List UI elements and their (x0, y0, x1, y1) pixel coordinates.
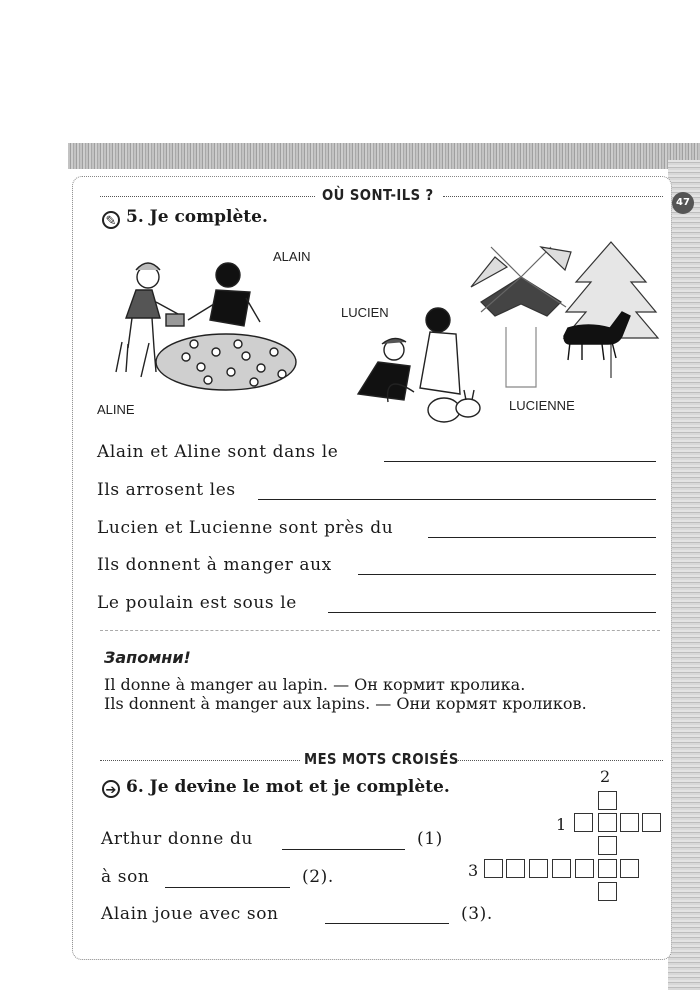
crossword-number: 2 (600, 767, 611, 786)
section-divider (443, 196, 663, 197)
answer-blank[interactable] (282, 849, 405, 850)
page-number: 47 (672, 192, 694, 214)
remember-divider (100, 630, 660, 641)
crossword-grid (470, 765, 670, 915)
label-lucien: LUCIEN (341, 305, 389, 320)
crossword-cell[interactable] (620, 859, 639, 878)
crossword-number: 1 (556, 815, 567, 834)
fir-tree (564, 242, 658, 378)
label-aline: ALINE (97, 402, 135, 417)
remember-line: Ils donnent à manger aux lapins. — Они кормят кроликов. (104, 694, 587, 713)
sentence: à son (101, 867, 150, 887)
section-title: MES MOTS CROISÉS (304, 750, 459, 768)
label-alain: ALAIN (273, 249, 311, 264)
answer-blank[interactable] (165, 887, 290, 888)
kids-scene (358, 308, 480, 422)
answer-blank[interactable] (328, 612, 656, 613)
crossword-cell[interactable] (598, 813, 617, 832)
garden-scene (116, 263, 296, 390)
section-title: OÙ SONT-ILS ? (322, 186, 434, 204)
sentence: Le poulain est sous le (97, 593, 297, 613)
section-divider (100, 760, 300, 761)
answer-blank[interactable] (384, 461, 656, 462)
arrow-icon: ➔ (102, 780, 120, 798)
remember-title: Запомни! (104, 648, 191, 667)
sentence: Alain joue avec son (101, 904, 279, 924)
crossword-number: 3 (468, 861, 479, 880)
section-divider (100, 196, 315, 197)
crossword-cell[interactable] (552, 859, 571, 878)
crossword-cell[interactable] (484, 859, 503, 878)
clue-number: (2). (302, 867, 334, 887)
task-title: 6. Je devine le mot et je complète. (126, 777, 450, 797)
crossword-cell[interactable] (620, 813, 639, 832)
sentence: Alain et Aline sont dans le (97, 442, 339, 462)
answer-blank[interactable] (258, 499, 656, 500)
clue-number: (1) (417, 829, 443, 849)
crossword-cell[interactable] (598, 836, 617, 855)
clue-number: (3). (461, 904, 493, 924)
answer-blank[interactable] (358, 574, 656, 575)
page-top-band (68, 143, 700, 169)
answer-blank[interactable] (325, 923, 449, 924)
answer-blank[interactable] (428, 537, 656, 538)
label-lucienne: LUCIENNE (509, 398, 575, 413)
remember-line: Il donne à manger au lapin. — Он кормит кролика. (104, 675, 526, 694)
illustration (96, 232, 666, 432)
sentence: Lucien et Lucienne sont près du (97, 518, 394, 538)
section-divider (458, 760, 663, 761)
task-title: 5. Je complète. (126, 207, 268, 227)
sentence: Ils donnent à manger aux (97, 555, 332, 575)
crossword-cell[interactable] (574, 813, 593, 832)
crossword-cell[interactable] (598, 859, 617, 878)
windmill (471, 247, 571, 387)
sentence: Ils arrosent les (97, 480, 236, 500)
page-edge (668, 160, 700, 990)
pencil-icon: ✎ (102, 211, 120, 229)
crossword-cell[interactable] (598, 791, 617, 810)
crossword-cell[interactable] (506, 859, 525, 878)
crossword-cell[interactable] (575, 859, 594, 878)
crossword-cell[interactable] (642, 813, 661, 832)
sentence: Arthur donne du (101, 829, 253, 849)
crossword-cell[interactable] (598, 882, 617, 901)
crossword-cell[interactable] (529, 859, 548, 878)
